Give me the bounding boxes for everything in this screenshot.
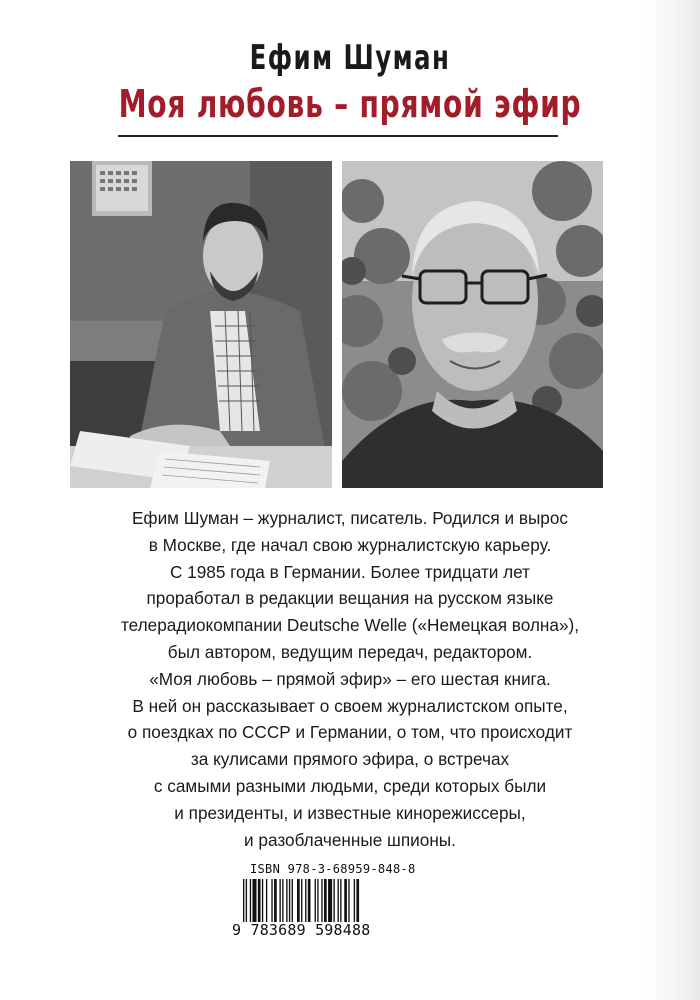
barcode-digits: 9 783689 598488 xyxy=(232,921,371,939)
barcode-bar xyxy=(292,879,293,922)
barcode-bar xyxy=(252,879,256,922)
barcode-bar xyxy=(286,879,287,922)
barcode-bar xyxy=(338,879,339,922)
barcode-bar xyxy=(354,879,355,922)
bio-line: и разоблаченные шпионы. xyxy=(244,829,456,850)
author-bio xyxy=(40,505,660,853)
barcode-bar xyxy=(317,879,318,922)
book-title: Моя любовь – прямой эфир xyxy=(118,82,582,126)
bio-line: телерадиокомпании Deutsche Welle («Немецкая волна»), xyxy=(120,615,580,636)
title-underline xyxy=(118,135,558,137)
barcode-bar xyxy=(279,879,280,922)
barcode-bar xyxy=(324,879,327,922)
bio-line: С 1985 года в Германии. Более тридцати лет xyxy=(169,561,531,582)
bio-line: о поездках по СССР и Германии, о том, что происходит xyxy=(127,722,573,743)
bio-line: В ней он рассказывает о своем журналистском опыте, xyxy=(132,695,568,716)
bio-line: проработал в редакции вещания на русском языке xyxy=(146,588,554,609)
barcode-bar xyxy=(266,879,267,922)
photo-young-man-at-desk xyxy=(70,161,332,488)
barcode-bar xyxy=(315,879,316,922)
bio-line: с самыми разными людьми, среди которых были xyxy=(153,775,547,796)
barcode-bar xyxy=(340,879,341,922)
barcode-bar xyxy=(308,879,311,922)
author-name: Ефим Шуман xyxy=(249,38,451,78)
barcode-bar xyxy=(328,879,332,922)
bio-line: и президенты, и известные кинорежиссеры, xyxy=(174,802,526,823)
photo-older-man-with-glasses xyxy=(342,161,603,488)
author-young-photo xyxy=(70,161,332,488)
barcode-bar xyxy=(274,879,277,922)
barcode-bar xyxy=(348,879,349,922)
barcode-bar xyxy=(262,879,263,922)
barcode-bar xyxy=(333,879,334,922)
barcode-bar xyxy=(344,879,347,922)
barcode-bar xyxy=(271,879,272,922)
barcode-bar xyxy=(258,879,261,922)
barcode-bar xyxy=(282,879,283,922)
barcode-bar xyxy=(250,879,251,922)
author-now-photo xyxy=(342,161,603,488)
bio-line: был автором, ведущим передач, редактором. xyxy=(167,641,533,662)
bio-line: Ефим Шуман – журналист, писатель. Родился и вырос xyxy=(131,508,569,528)
barcode-bar xyxy=(289,879,290,922)
bio-line: в Москве, где начал свою журналистскую карьеру. xyxy=(148,534,552,555)
bio-line: «Моя любовь – прямой эфир» – его шестая книга. xyxy=(149,668,551,689)
barcode-bar xyxy=(321,879,322,922)
isbn-label: ISBN 978-3-68959-848-8 xyxy=(250,862,416,876)
bio-line: за кулисами прямого эфира, о встречах xyxy=(190,749,510,770)
